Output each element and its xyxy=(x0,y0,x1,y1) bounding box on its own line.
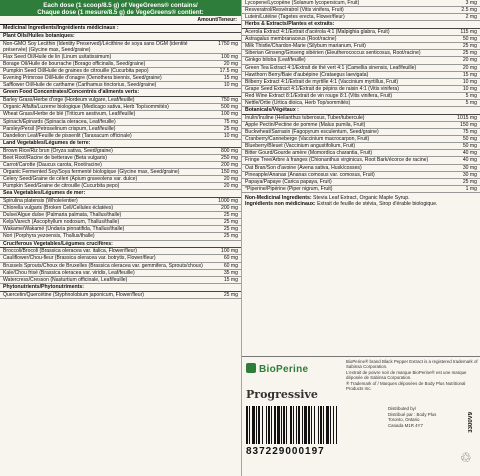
serving-header-fr: Chaque dose (1 mesure/8.5 g) de VegeGreens® contient: xyxy=(37,9,204,17)
ingredient-row xyxy=(0,41,241,54)
left-ingredient-list xyxy=(0,33,241,299)
ingredient-name: Dandelion Leaf/Feuille de pissenlit (Taraxacum officinale) xyxy=(3,132,132,139)
ingredient-name: Kelp/Varech (Ascophyllum nodosum, Thallus/thalle) xyxy=(3,219,120,226)
ingredient-name: Safflower Oil/Huile de carthame (Carthamus tinctorius, Seed/graine) xyxy=(3,82,157,89)
ingredient-amount: 20 mg xyxy=(223,175,238,182)
ingredient-name: Resveratrol/Resvératrol (Vitis vinifera, Fruit) xyxy=(245,7,344,14)
ingredient-amount: 25 mg xyxy=(223,125,238,132)
right-ingredient-list xyxy=(242,21,480,193)
ingredient-row xyxy=(242,136,480,143)
lot-code: 3300V9 xyxy=(468,412,474,433)
ingredient-name: Bitter Gourd/Gourde amère (Momordica charantia, Fruit) xyxy=(245,150,373,157)
non-medicinal-text: Stevia Leaf Extract, Organic Maple Syrup. xyxy=(313,194,410,201)
ingredient-amount: 20 mg xyxy=(462,64,477,71)
amount-label: Amount/Teneur: xyxy=(0,16,241,25)
ingredient-amount: 250 mg xyxy=(221,154,238,161)
ingredient-row xyxy=(242,143,480,150)
ingredient-amount: 800 mg xyxy=(221,147,238,154)
ingredient-amount: 1 mg xyxy=(465,185,477,192)
bioperine-notice xyxy=(346,359,478,391)
ingredient-name: Ginkgo biloba (Leaf/feuille) xyxy=(245,57,306,64)
ingredient-name: Pumpkin Seed Oil/Huile de graines de citrouille (Cucurbita pepo) xyxy=(3,68,149,75)
section-heading: Cruciferous Vegetables/Légumes crucifères: xyxy=(0,241,241,249)
ingredient-name: Quercetin/Quercétine (Styphnolobium japonicum, Flower/fleur) xyxy=(3,291,144,298)
ingredient-name: Fringe Tree/Arbre à franges (Chionanthus virginicus, Root Bark/écorce de racine) xyxy=(245,157,429,164)
ingredient-row xyxy=(0,61,241,68)
ingredient-row xyxy=(242,0,480,7)
serving-header-en: Each dose (1 scoop/8.5 g) of VegeGreens® contains/ xyxy=(43,2,198,9)
ingredient-row xyxy=(242,157,480,164)
serving-header xyxy=(0,0,241,16)
ingredient-amount: 35 mg xyxy=(223,269,238,276)
ingredient-name: Apple Pectin/Pectine de pomme (Malus pumila, Fruit) xyxy=(245,122,366,128)
ingredient-row xyxy=(242,93,480,100)
ingredient-row xyxy=(242,7,480,14)
ingredient-amount: 10 mg xyxy=(462,85,477,92)
ingredient-amount: 17.5 mg xyxy=(219,68,238,75)
ingredient-amount: 2.5 mg xyxy=(461,7,477,14)
progressive-logo: Progressive xyxy=(246,388,318,401)
ingredient-name: Dulse/Algue dulse (Palmaria palmata, Thallus/thalle) xyxy=(3,212,122,219)
ingredient-amount: 50 mg xyxy=(462,36,477,43)
ingredient-amount: 20 mg xyxy=(223,61,238,68)
bioperine-brand: BioPerine xyxy=(259,364,309,375)
section-heading: Botanicals/Végétaux : xyxy=(242,107,480,115)
ingredient-row xyxy=(0,169,241,176)
ingredient-row xyxy=(242,29,480,36)
ingredient-row xyxy=(0,119,241,126)
ingredient-amount: 30 mg xyxy=(462,171,477,178)
ingredient-amount: 5 mg xyxy=(465,100,477,107)
ingredient-row xyxy=(0,148,241,155)
section-heading: Plant Oils/Huiles botaniques: xyxy=(0,33,241,41)
distributor-block xyxy=(388,406,436,428)
ingredient-row xyxy=(0,104,241,111)
ingredient-amount: 500 mg xyxy=(221,104,238,111)
ingredient-row xyxy=(0,212,241,219)
ingredient-name: Organic Fermented Soy/Soya fermenté biologique (Glycine max, Seed/graine) xyxy=(3,168,180,175)
ingredient-row xyxy=(0,176,241,183)
section-heading: Herbs & Extracts/Plantes et extraits: xyxy=(242,21,480,29)
ingredient-row xyxy=(0,155,241,162)
ingredient-row xyxy=(242,179,480,186)
ingredient-amount: 5 mg xyxy=(465,92,477,99)
ingredient-row xyxy=(0,183,241,190)
ingredient-name: Borage Oil/Huile de bourrache (Borago officinalis, Seed/graine) xyxy=(3,61,146,68)
ingredient-row xyxy=(242,100,480,107)
ingredient-name: Broccoli/Brocoli (Brassica oleracea var. italica, Flower/fleur) xyxy=(3,248,137,255)
ingredient-amount: 200 mg xyxy=(221,161,238,168)
ingredient-name: Cranberry/Canneberge (Vaccinium macrocarpon, Fruit) xyxy=(245,136,370,143)
ingredient-amount: 100 mg xyxy=(221,111,238,118)
ingredient-amount: 150 mg xyxy=(221,168,238,175)
ingredient-amount: 25 mg xyxy=(462,50,477,57)
ingredient-name: Spirulina platensis (Whole/entier) xyxy=(3,197,78,204)
ingredient-row xyxy=(242,122,480,129)
ingredient-amount: 75 mg xyxy=(462,129,477,136)
ingredient-name: Red Wine Extract 8:1/Extrait de vin rouge 8:1 (Vitis vinifera, Fruit) xyxy=(245,92,393,99)
ingredient-amount: 25 mg xyxy=(223,219,238,226)
ingredient-name: Barley Grass/Herbe d'orge (Hordeum vulgare, Leaf/feuille) xyxy=(3,97,135,104)
ingredient-amount: 2 mg xyxy=(465,14,477,21)
section-heading: Green Food Concentrates/Concentrés d'aliments verts: xyxy=(0,89,241,97)
ingredient-row xyxy=(242,36,480,43)
ingredient-amount: 100 mg xyxy=(221,248,238,255)
section-heading: Land Vegetables/Légumes de terre: xyxy=(0,140,241,148)
ingredient-name: Oat Bran/Son d'avoine (Avena sativa, Husk/cosses) xyxy=(245,164,362,171)
ingredient-name: Nettle/Ortie (Urtica dioica, Herb Top/sommités) xyxy=(245,100,351,107)
non-medicinal-fr-text: Extrait de feuille de stévia, Sirop d'érable biologique. xyxy=(317,201,438,208)
ingredient-name: *Piperine/Pipérine (Piper nigrum, Fruit) xyxy=(245,185,333,192)
ingredient-amount: 50 mg xyxy=(462,136,477,143)
ingredient-row xyxy=(0,75,241,82)
ingredient-name: Celery Seed/Graine de céleri (Apium graveolens var. dulce) xyxy=(3,175,138,182)
ingredient-row xyxy=(0,233,241,240)
ingredient-name: Siberian Ginseng/Ginseng sibérien (Eleutherococcus senticosus, Root/racine) xyxy=(245,50,421,57)
barcode-number: 837229000197 xyxy=(246,446,325,457)
barcode-bars xyxy=(246,406,382,444)
section-heading: Phytonutrients/Phytonutriments: xyxy=(0,284,241,292)
ingredient-row xyxy=(0,54,241,61)
ingredient-name: Papaya/Papaye (Carica papaya, Fruit) xyxy=(245,178,332,185)
ingredient-row xyxy=(242,186,480,193)
ingredient-amount: 25 mg xyxy=(223,291,238,298)
ingredient-name: Spinach/Épinards (Spinacia oleracea, Leaf/feuille) xyxy=(3,118,116,125)
ingredient-amount: 200 mg xyxy=(221,205,238,212)
ingredient-amount: 1000 mg xyxy=(218,197,238,204)
ingredient-row xyxy=(242,14,480,21)
ingredient-row xyxy=(0,111,241,118)
ingredient-name: Grape Seed Extract 4:1/Extrait de pépins de raisin 4:1 (Vitis vinifera) xyxy=(245,85,399,92)
ingredient-name: Milk Thistle/Chardon-Marie (Silybum marianum, Fruit) xyxy=(245,43,366,50)
ingredient-amount: 1015 mg xyxy=(457,114,477,121)
ingredient-amount: 150 mg xyxy=(460,122,477,128)
ingredient-row xyxy=(0,292,241,299)
ingredient-row xyxy=(242,172,480,179)
non-medicinal-label: Non-Medicinal Ingredients: xyxy=(245,194,312,201)
ingredient-amount: 60 mg xyxy=(223,255,238,262)
ingredient-name: Chlorella vulgaris (Broken Cell/Cellules éclatées) xyxy=(3,205,114,212)
barcode xyxy=(246,406,382,458)
ingredient-amount: 60 mg xyxy=(223,262,238,269)
ingredient-amount: 100 mg xyxy=(221,53,238,60)
ingredient-name: Kale/Chou frisé (Brassica oleracea var. viridis, Leaf/feuille) xyxy=(3,269,135,276)
ingredient-row xyxy=(0,270,241,277)
ingredient-amount: 1750 mg xyxy=(218,40,238,47)
ingredient-amount: 75 mg xyxy=(223,118,238,125)
distributor-line: Distribué par : Body Plus xyxy=(388,411,437,417)
ingredient-row xyxy=(0,162,241,169)
ingredient-row xyxy=(0,198,241,205)
ingredient-row xyxy=(0,97,241,104)
ingredient-name: Hawthorn Berry/Baie d'aubépine (Crataegus laevigata) xyxy=(245,71,369,78)
ingredient-name: Lycopene/Lycopène (Solanum lycopersicum, Fruit) xyxy=(245,0,360,6)
recycle-icon: ♲ xyxy=(460,450,472,465)
ingredient-name: Evening Primrose Oil/Huile d'onagre (Oenothera biennis, Seed/graine) xyxy=(3,75,162,82)
ingredient-name: Organic Alfalfa/Luzerne biologique (Medicago sativa, Herb Top/sommités) xyxy=(3,104,169,111)
ingredient-name: Brussels Sprouts/Choux de Bruxelles (Brassica oleracea var. gemmifera, Sprouts/choux) xyxy=(3,262,203,269)
distributor-line: Canada M1R 4Y7 xyxy=(388,422,423,428)
ingredient-row xyxy=(242,43,480,50)
ingredient-amount: 115 mg xyxy=(460,29,477,36)
ingredient-amount: 10 mg xyxy=(462,78,477,85)
ingredient-row xyxy=(242,79,480,86)
bioperine-text-en: BioPerine® brand Black Pepper Extract is a registered trademark of Sabinsa Corporation. xyxy=(346,359,478,370)
ingredient-row xyxy=(242,72,480,79)
ingredient-row xyxy=(0,255,241,262)
ingredient-row xyxy=(242,150,480,157)
ingredient-amount: 25 mg xyxy=(223,212,238,219)
ingredient-row xyxy=(0,126,241,133)
ingredient-amount: 20 mg xyxy=(223,183,238,190)
ingredient-row xyxy=(0,68,241,75)
ingredient-amount: 50 mg xyxy=(462,143,477,150)
ingredient-amount: 10 mg xyxy=(223,132,238,139)
bioperine-area xyxy=(242,356,480,391)
leaf-icon xyxy=(246,363,256,373)
ingredient-row xyxy=(0,226,241,233)
medicinal-title: Medicinal Ingredients/Ingrédients médicinaux : xyxy=(0,25,241,33)
ingredient-row xyxy=(242,129,480,136)
ingredient-row xyxy=(0,133,241,140)
bioperine-text-fr: L'extrait de poivre noir de marque BioPerine® est une marque déposée de Sabinsa Corporation. xyxy=(346,369,467,381)
ingredient-row xyxy=(0,248,241,255)
ingredient-amount: 25 mg xyxy=(462,43,477,50)
ingredient-name: Pumpkin Seed/Graine de citrouille (Cucurbita pepo) xyxy=(3,183,120,190)
ingredient-name: Watercress/Cresson (Nasturtium officinale, Leaf/feuille) xyxy=(3,276,128,283)
ingredient-amount: 25 mg xyxy=(223,233,238,240)
ingredient-amount: 750 mg xyxy=(221,97,238,104)
ingredient-row xyxy=(242,57,480,64)
ingredient-amount: 25 mg xyxy=(462,178,477,185)
ingredient-name: Inulin/Inuline (Helianthus tuberosus, Tuber/tubercule) xyxy=(245,114,365,121)
ingredient-row xyxy=(0,263,241,270)
ingredient-name: Wheat Grass/Herbe de blé (Triticum aestivum, Leaf/feuille) xyxy=(3,111,136,118)
distributor-line: Distributed by/ xyxy=(388,406,417,411)
ingredient-row xyxy=(0,205,241,212)
ingredient-row xyxy=(242,165,480,172)
ingredient-amount: 30 mg xyxy=(462,164,477,171)
non-medicinal-block xyxy=(242,193,480,210)
ingredient-amount: 25 mg xyxy=(223,226,238,233)
bioperine-logo xyxy=(246,363,308,375)
ingredient-amount: 3 mg xyxy=(465,0,477,6)
ingredient-name: Acerola Extract 4:1/Extrait d'acérola 4:1 (Malpighia glabra, Fruit) xyxy=(245,29,390,36)
ingredient-name: Pineapple/Ananas (Ananas comosus var. comosus, Fruit) xyxy=(245,171,375,178)
ingredient-row xyxy=(0,82,241,89)
ingredient-name: Buckwheat/Sarrasin (Fagopyrum esculentum, Seed/graine) xyxy=(245,129,379,136)
ingredient-amount: 15 mg xyxy=(223,75,238,82)
ingredient-name: Nori (Porphyra yezoensis, Thallus/thalle) xyxy=(3,233,95,240)
ingredient-name: Green Tea Extract 4:1/Extrait de thé vert 4:1 (Camellia sinensis, Leaf/feuille) xyxy=(245,64,417,71)
ingredient-name: Astragalus membranaceus (Root/racine) xyxy=(245,36,337,43)
ingredient-amount: 10 mg xyxy=(223,82,238,89)
ingredient-amount: 40 mg xyxy=(462,150,477,157)
ingredient-name: Blueberry/Bleuet (Vaccinium angustifolium, Fruit) xyxy=(245,143,356,150)
ingredient-name: Bilberry Extract 4:1/Extrait de myrtille 4:1 (Vaccinium myrtillus, Fruit) xyxy=(245,78,399,85)
ingredient-amount: 40 mg xyxy=(462,157,477,164)
ingredient-name: Wakame/Wakamé (Undaria pinnatifida, Thallus/thalle) xyxy=(3,226,125,233)
non-medicinal-fr-label: Ingrédients non médicinaux: xyxy=(245,201,316,208)
ingredient-row xyxy=(242,50,480,57)
ingredient-name: Brown Rice/Riz brun (Oryza sativa, Seed/graine) xyxy=(3,147,113,154)
ingredient-name: Carrot/Carotte (Daucus carota, Root/racine) xyxy=(3,161,102,168)
right-top-rows xyxy=(242,0,480,21)
distributor-line: Toronto, Ontario xyxy=(388,417,420,423)
ingredient-name: Parsley/Persil (Petroselinum crispum, Leaf/feuille) xyxy=(3,125,116,132)
ingredient-row xyxy=(242,86,480,93)
ingredient-row xyxy=(0,277,241,284)
ingredient-amount: 20 mg xyxy=(462,57,477,64)
ingredient-name: Flax Seed Oil/Huile de lin (Linum usitatissimum) xyxy=(3,53,112,60)
ingredient-name: Lutein/Lutéine (Tagetes erecta, Flower/fleur) xyxy=(245,14,345,21)
ingredient-row xyxy=(242,115,480,122)
ingredient-name: Beet Root/Racine de betterave (Beta vulgaris) xyxy=(3,154,107,161)
section-heading: Sea Vegetables/Légumes de mer: xyxy=(0,190,241,198)
ingredient-amount: 15 mg xyxy=(223,276,238,283)
trademark-text: ® Trademark of / Marques déposées de Body Plus Nutritional Products Inc. xyxy=(346,380,466,392)
right-column xyxy=(242,0,480,476)
ingredient-name: Cauliflower/Chou-fleur (Brassica oleracea var. botrytis, Flower/fleur) xyxy=(3,255,156,262)
ingredient-amount: 15 mg xyxy=(462,71,477,78)
ingredient-row xyxy=(0,219,241,226)
ingredient-name: Non-GMO Soy Lecithin (Identity Preserved)/Lécithine de soya sans OGM (identité préservée) (Glycine max, Seed/graine) xyxy=(3,40,188,53)
ingredient-row xyxy=(242,65,480,72)
